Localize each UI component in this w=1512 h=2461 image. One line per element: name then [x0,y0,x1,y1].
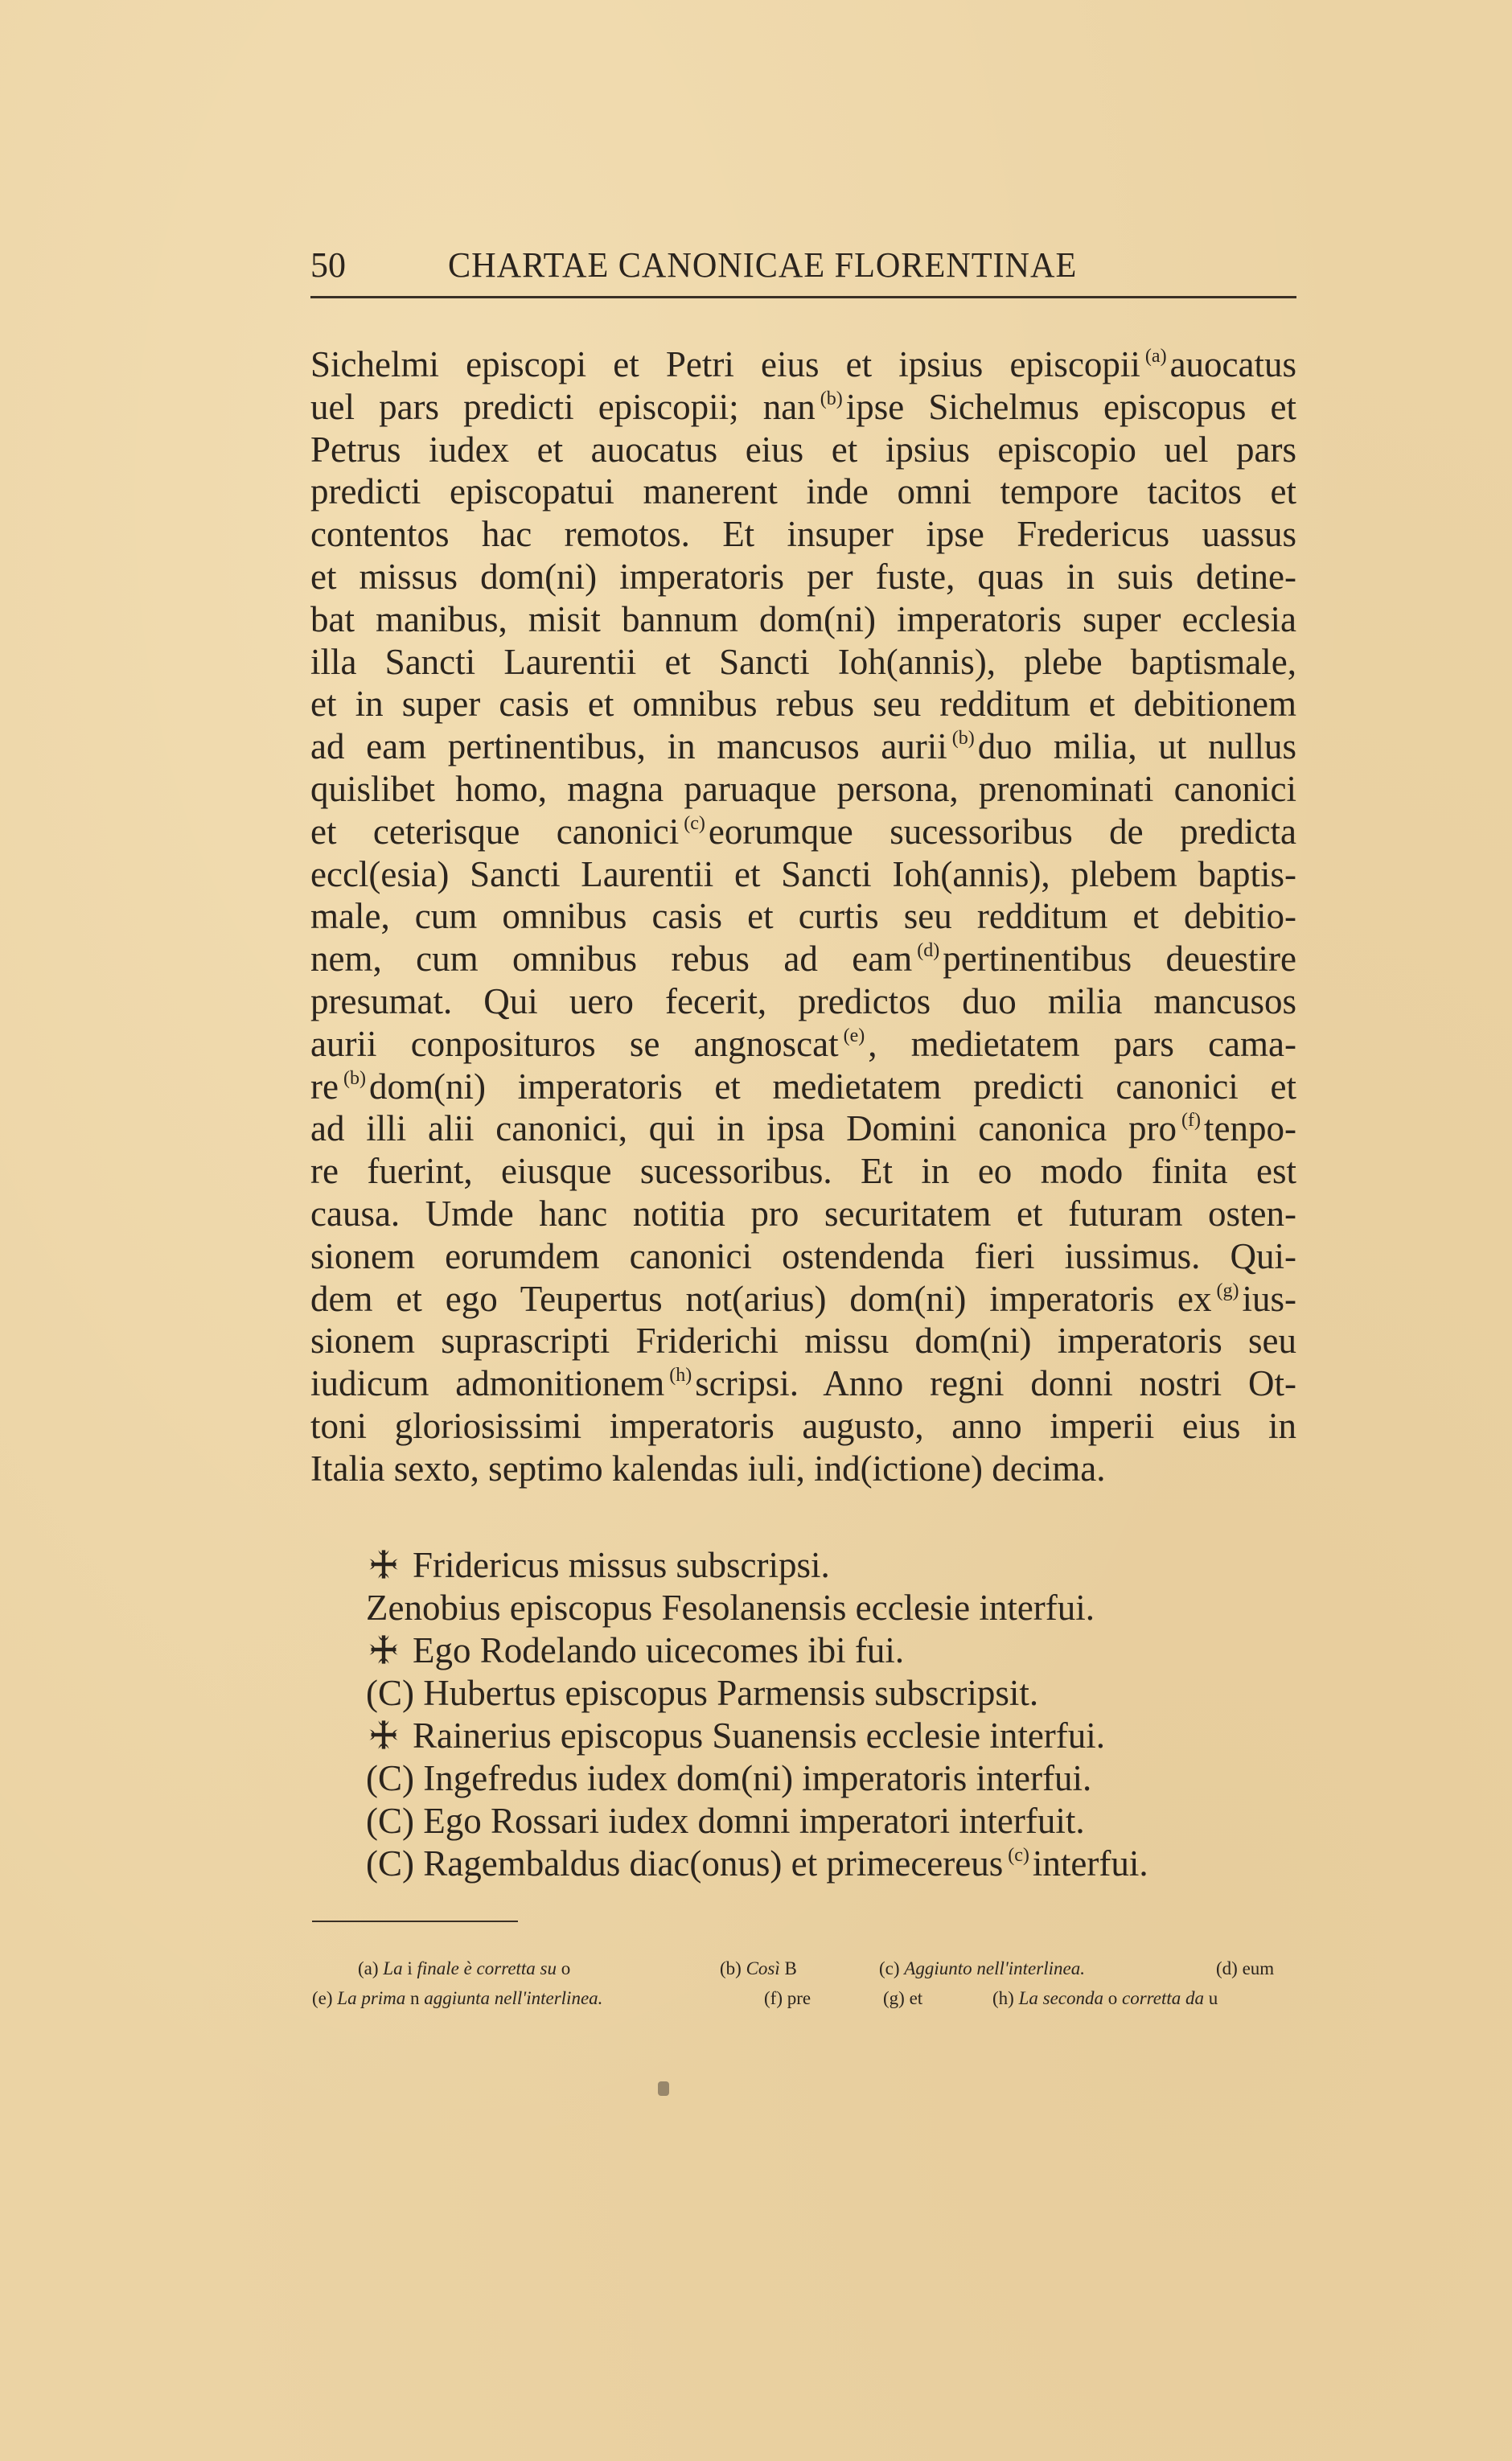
notary-mark: (C) [366,1673,414,1713]
text-line: et missus dom(ni) imperatoris per fuste, quas in suis detine- [310,556,1296,597]
text-line: male, cum omnibus casis et curtis seu redditum et debitio- [310,896,1296,937]
text-line: causa. Umde hanc notitia pro securitatem et futuram osten- [310,1193,1296,1234]
text-line: uel pars predicti episcopii; nan $^{(b)}$ipse Sichelmus episcopus et [310,386,1297,427]
text-line: sionem suprascripti Friderichi missu dom(ni) imperatoris seu [310,1321,1296,1362]
footnote-ref: (c) [1008,1845,1029,1866]
footnote-ref: (d) [917,940,940,962]
text-line: aurii conposituros se angnoscat $^{(e)}$, medietatem pars cama- [310,1023,1296,1064]
running-title: CHARTAE CANONICAE FLORENTINAE [448,245,1078,285]
text-line: re $^{(b)}$dom(ni) imperatoris et medietatem predicti canonici et [310,1066,1296,1107]
paper-blemish [658,2081,669,2096]
notary-mark: (C) [366,1843,414,1884]
footnote-h: (h) La seconda o corretta da u [992,1988,1218,2008]
footnote-ref: (b) [820,388,843,409]
text-line: Petrus iudex et auocatus eius et ipsius episcopio uel pars [310,429,1296,470]
footnote-ref: (b) [343,1067,366,1089]
text-line: quislibet homo, magna paruaque persona, prenominati canonici [310,768,1296,809]
footnote-c: (c) Aggiunto nell'interlinea. [879,1958,1085,1978]
text-line: nem, cum omnibus rebus ad eam $^{(d)}$pertinentibus deuestire [310,939,1296,980]
text-line: et in super casis et omnibus rebus seu redditum et debitionem [310,684,1296,725]
text-line: eccl(esia) Sancti Laurentii et Sancti Ioh(annis), plebem baptis- [310,853,1296,894]
text-line: ad illi alii canonici, qui in ipsa Domini canonica pro $^{(f)}$tenpo- [310,1108,1296,1149]
footnote-f: (f) pre [764,1988,811,2008]
text-line: predicti episcopatui manerent inde omni tempore tacitos et [310,471,1296,512]
signature-line: Rainerius episcopus Suanensis ecclesie interfui. [366,1715,1299,1757]
text-line: dem et ego Teupertus not(arius) dom(ni) imperatoris ex $^{(g)}$ius- [310,1278,1296,1319]
footnote-e: (e) La prima n aggiunta nell'interlinea. [312,1988,603,2008]
text-line: Sichelmi episcopi et Petri eius et ipsius episcopii $^{(a)}$auocatus [310,344,1296,384]
footnote-ref: (b) [951,728,975,750]
text-line: presumat. Qui uero fecerit, predictos duo milia mancusos [310,980,1296,1021]
footnote-a: (a) La i finale è corretta su o [358,1958,571,1978]
text-line: Italia sexto, septimo kalendas iuli, ind(ictione) decima. [310,1448,1106,1489]
text-line: contentos hac remotos. Et insuper ipse Fredericus uassus [310,514,1296,555]
footnote-g: (g) et [883,1988,923,2008]
signature-line: Ego Rodelando uicecomes ibi fui. [366,1629,1299,1672]
footnote-ref: (e) [843,1025,865,1046]
footnote-ref: (h) [669,1365,692,1387]
footnote-ref: (f) [1181,1110,1202,1132]
notary-mark: (C) [366,1758,414,1798]
footnote-ref: (c) [684,812,705,834]
footnote-b: (b) Così B [720,1958,797,1978]
text-line: re fuerint, eiusque sucessoribus. Et in eo modo finita est [310,1151,1296,1192]
text-line: bat manibus, misit bannum dom(ni) imperatoris super ecclesia [310,598,1296,639]
signature-line: (C) Hubertus episcopus Parmensis subscripsit. [366,1673,1039,1713]
text-line: sionem eorumdem canonici ostendenda fieri iussimus. Qui- [310,1235,1296,1276]
signature-line: Zenobius episcopus Fesolanensis ecclesie interfui. [366,1588,1095,1628]
text-line: et ceterisque canonici $^{(c)}$eorumque sucessoribus de predicta [310,811,1296,852]
text-line: illa Sancti Laurentii et Sancti Ioh(annis), plebe baptismale, [310,641,1296,682]
signature-line: (C) Ingefredus iudex dom(ni) imperatoris interfui. [366,1758,1092,1798]
footnote-d: (d) eum [1216,1958,1275,1978]
signature-line: (C) Ego Rossari iudex domni imperatori interfuit. [366,1801,1085,1841]
footnote-ref: (g) [1216,1280,1239,1301]
signature-line: Fridericus missus subscripsi. [366,1544,1299,1587]
text-line: iudicum admonitionem $^{(h)}$scripsi. Anno regni donni nostri Ot- [310,1363,1296,1404]
text-line: toni gloriosissimi imperatoris augusto, anno imperii eius in [310,1405,1296,1446]
footnote-ref: (a) [1144,346,1167,367]
text-line: ad eam pertinentibus, in mancusos aurii $^{(b)}$duo milia, ut nullus [310,726,1296,767]
notary-mark: (C) [366,1801,414,1841]
page-number: 50 [310,245,346,285]
signature-line: (C) Ragembaldus diac(onus) et primecereus $^{(c)}$interfui. [366,1843,1148,1884]
